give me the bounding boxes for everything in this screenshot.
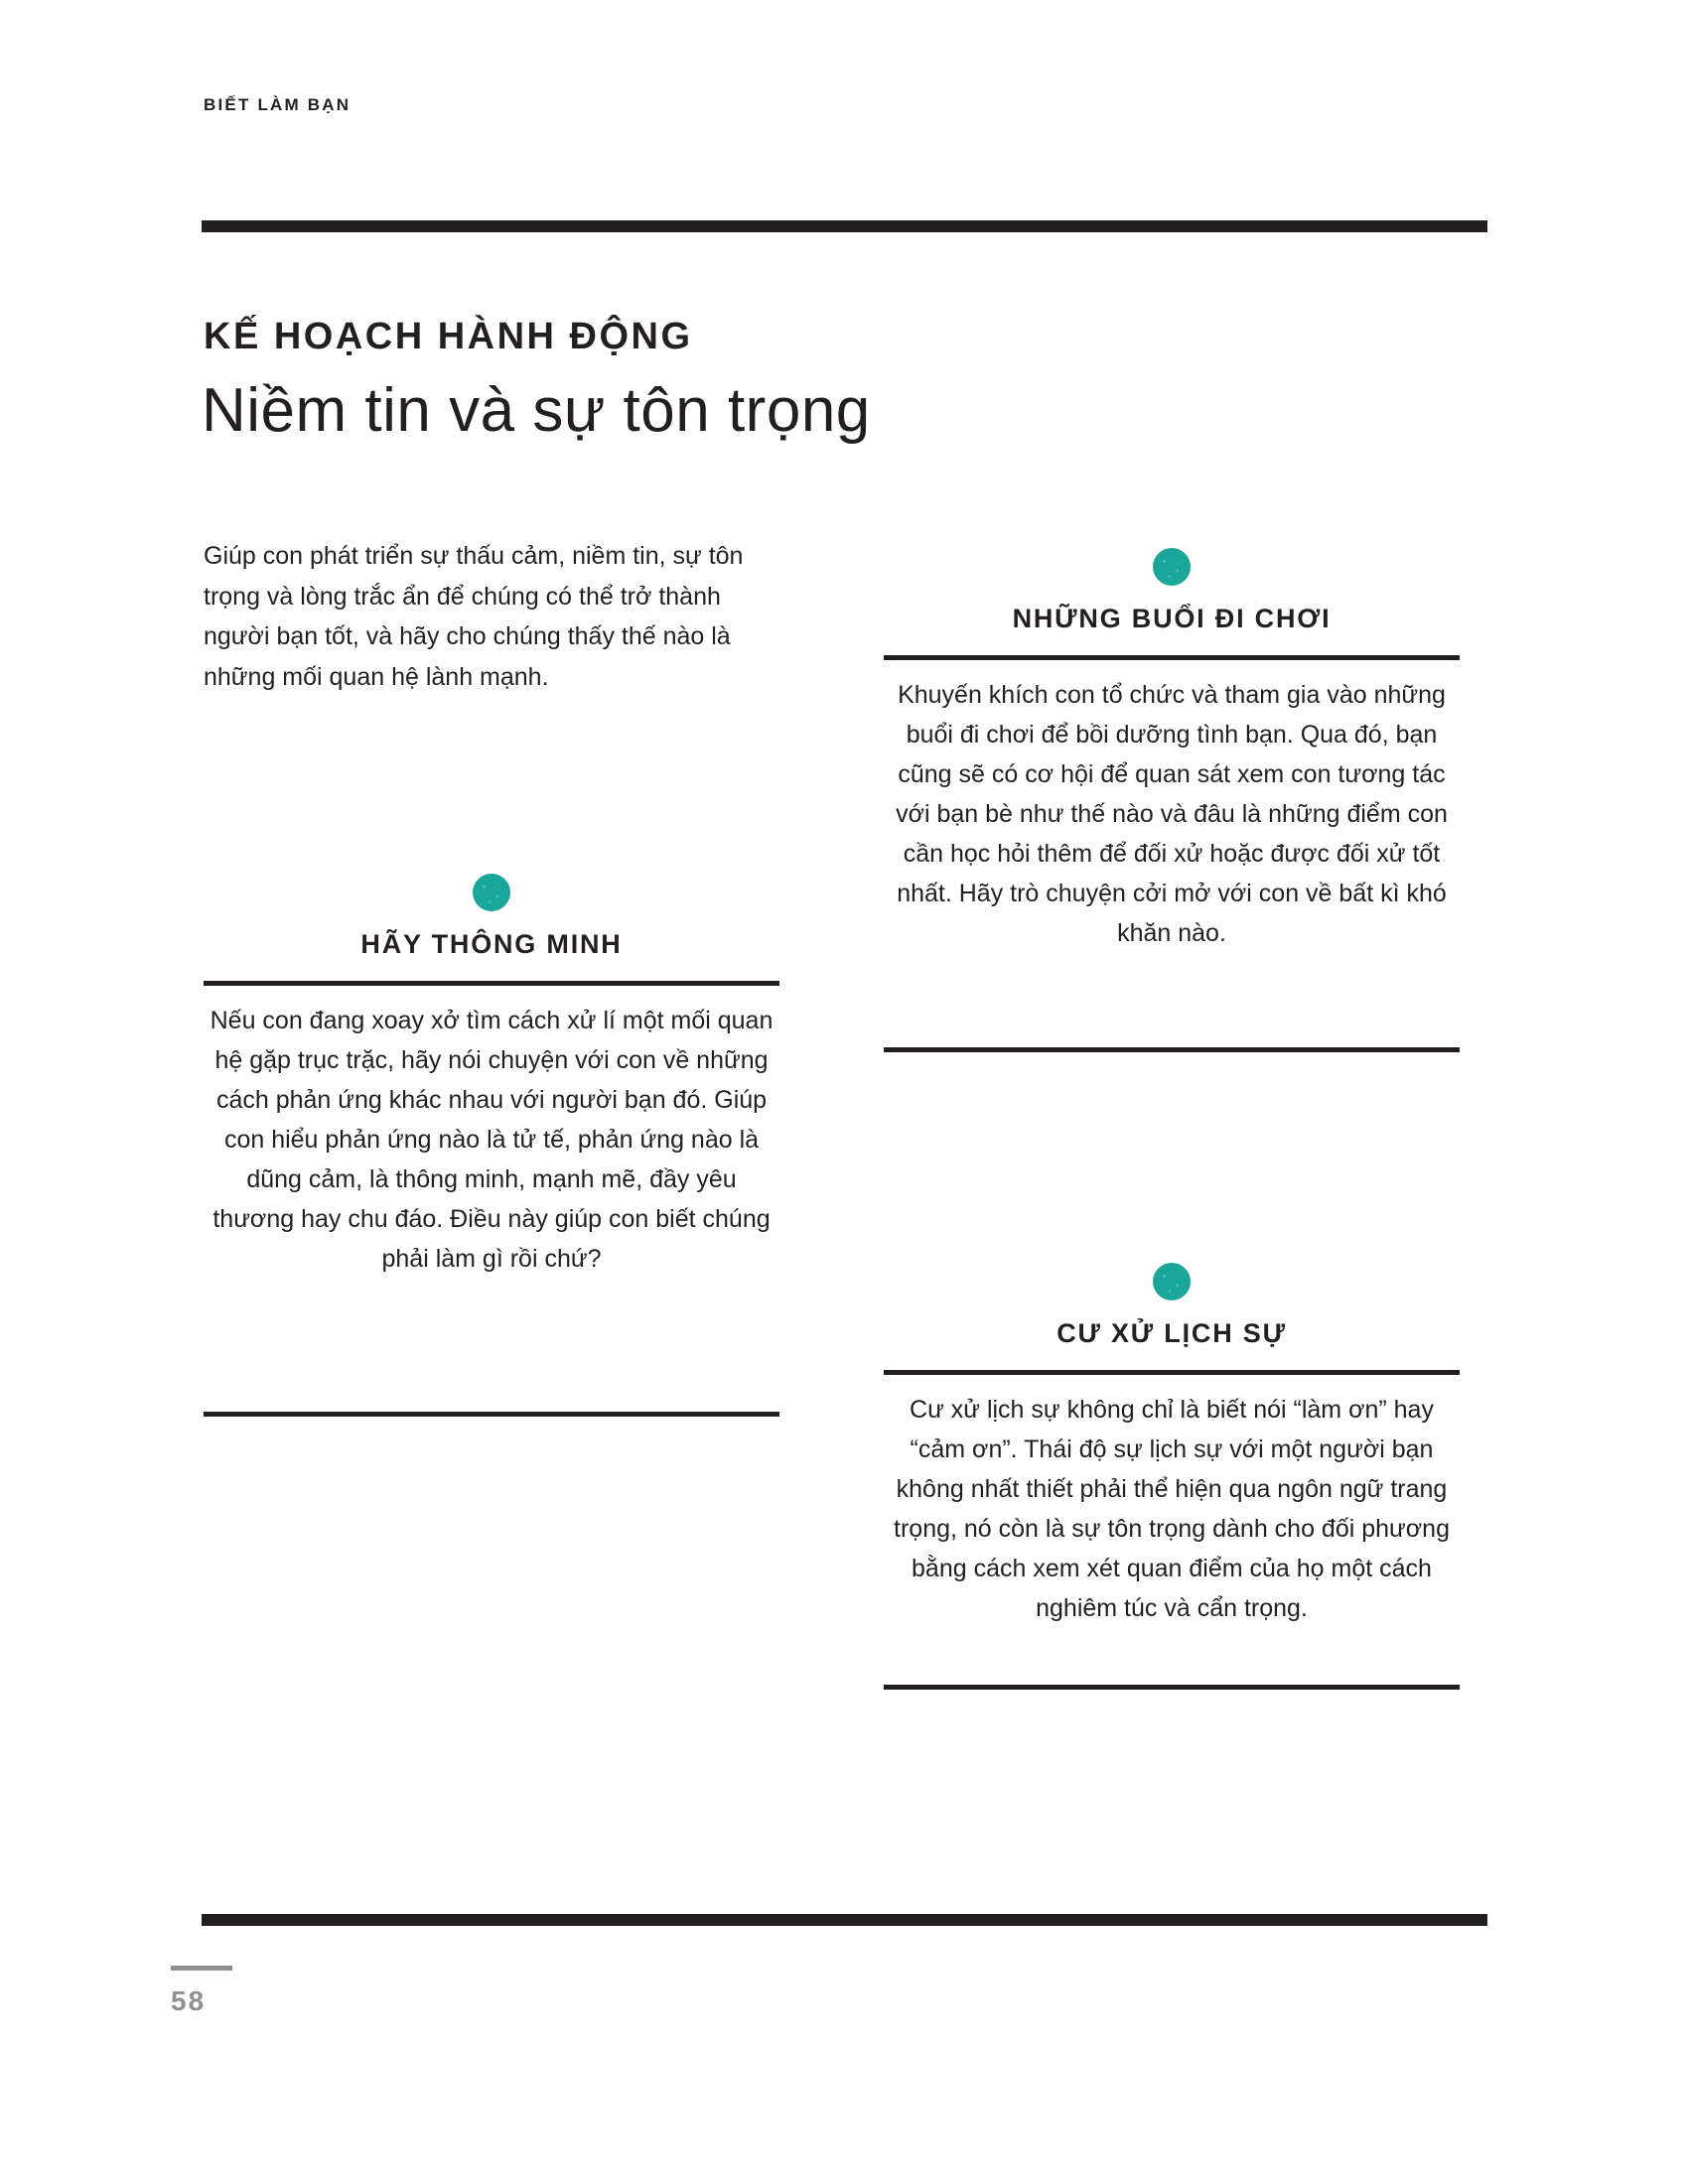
section-kicker: KẾ HOẠCH HÀNH ĐỘNG — [204, 316, 693, 357]
card-body: Nếu con đang xoay xở tìm cách xử lí một mối quan hệ gặp trục trặc, hãy nói chuyện với con về những cách phản ứng khác nhau với người bạn đó. Giúp con hiểu phản ứng nào là tử tế, phản ứng nào là dũng cảm, là thông minh, mạnh mẽ, đầy yêu thương hay chu đáo. Điều này giúp con biết chúng phải làm gì rồi chứ? — [210, 1007, 774, 1273]
bullet-dot-icon — [473, 874, 510, 911]
page-title: Niềm tin và sự tôn trọng — [202, 376, 871, 445]
page-number: 58 — [171, 1985, 207, 2016]
card-rule-bottom — [884, 1685, 1460, 1690]
card-body: Cư xử lịch sự không chỉ là biết nói “làm ơn” hay “cảm ơn”. Thái độ sự lịch sự với một người bạn không nhất thiết phải thể hiện qua ngôn ngữ trang trọng, nó còn là sự tôn trọng dành cho đối phương bằng cách xem xét quan điểm của họ một cách nghiêm túc và cẩn trọng. — [894, 1396, 1450, 1622]
bullet-dot-icon — [1153, 548, 1191, 586]
bottom-divider-rule — [202, 1914, 1487, 1926]
card-rule-bottom — [204, 1412, 779, 1417]
card-rule-bottom — [884, 1047, 1460, 1052]
running-head: BIẾT LÀM BẠN — [204, 95, 352, 114]
card-heading: CƯ XỬ LỊCH SỰ — [1056, 1318, 1287, 1348]
card-heading: HÃY THÔNG MINH — [360, 929, 623, 959]
card-body: Khuyến khích con tổ chức và tham gia vào những buổi đi chơi để bồi dưỡng tình bạn. Qua đó, bạn cũng sẽ có cơ hội để quan sát xem con tương tác với bạn bè như thế nào và đâu là những điểm con cần học hỏi thêm để đối xử hoặc được đối xử tốt nhất. Hãy trò chuyện cởi mở với con về bất kì khó khăn nào. — [896, 681, 1448, 947]
folio-rule — [171, 1966, 232, 1971]
card-rule-top — [884, 1370, 1460, 1375]
card-rule-top — [204, 981, 779, 986]
card-heading: NHỮNG BUỔI ĐI CHƠI — [1012, 604, 1332, 633]
top-divider-rule — [202, 220, 1487, 232]
intro-paragraph: Giúp con phát triển sự thấu cảm, niềm tin, sự tôn trọng và lòng trắc ẩn để chúng có thể trở thành người bạn tốt, và hãy cho chúng thấy thế nào là những mối quan hệ lành mạnh. — [204, 542, 744, 691]
bullet-dot-icon — [1153, 1263, 1191, 1300]
card-rule-top — [884, 655, 1460, 660]
